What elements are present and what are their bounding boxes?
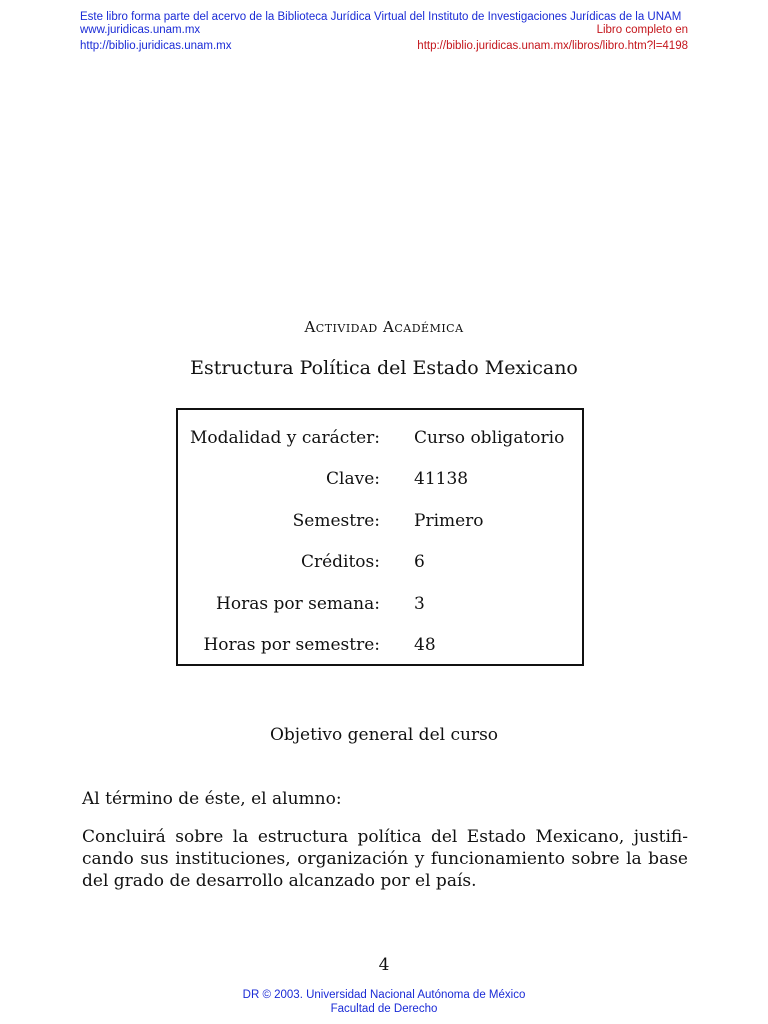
course-info-row — [178, 594, 582, 616]
biblio-link[interactable]: http://biblio.juridicas.unam.mx — [80, 40, 232, 52]
footer-copyright: DR © 2003. Universidad Nacional Autónoma de México — [242, 989, 526, 1001]
objective-line: del grado de desarrollo alcanzado por el país. — [82, 871, 477, 891]
footer-faculty: Facultad de Derecho — [330, 1003, 438, 1015]
objective-line: Concluirá sobre la estructura política del Estado Mexicano, justifi- — [82, 827, 688, 847]
course-info-label: Clave: — [326, 469, 380, 489]
course-info-row — [178, 428, 582, 450]
course-info-row — [178, 552, 582, 574]
course-info-label: Créditos: — [300, 552, 380, 572]
course-info-value: Primero — [414, 511, 484, 531]
site-link[interactable]: www.juridicas.unam.mx — [80, 24, 201, 36]
objective-line: cando sus instituciones, organización y funcionamiento sobre la base — [82, 849, 688, 869]
course-info-value: 3 — [414, 594, 425, 614]
full-book-label: Libro completo en — [596, 24, 688, 36]
course-info-row — [178, 511, 582, 533]
course-info-row — [178, 469, 582, 491]
course-info-value: 6 — [414, 552, 425, 572]
page-number: 4 — [378, 955, 390, 975]
header-notice-text: Este libro forma parte del acervo de la Biblioteca Jurídica Virtual del Instituto de Investigaciones Jurídicas de la UNAM — [80, 11, 682, 23]
course-info-label: Semestre: — [292, 511, 380, 531]
course-info-label: Horas por semana: — [216, 594, 380, 614]
objective-heading: Objetivo general del curso — [269, 725, 499, 745]
course-info-value: 48 — [414, 635, 436, 655]
course-info-label: Horas por semestre: — [203, 635, 380, 655]
course-info-value: 41138 — [414, 469, 469, 489]
course-info-value: Curso obligatorio — [414, 428, 565, 448]
course-info-box — [176, 408, 584, 666]
header-row-3 — [80, 40, 688, 53]
page-title: Estructura Política del Estado Mexicano — [190, 357, 578, 379]
book-link[interactable]: http://biblio.juridicas.unam.mx/libros/libro.htm?l=4198 — [417, 40, 688, 52]
course-info-row — [178, 635, 582, 657]
intro-paragraph: Al término de éste, el alumno: — [82, 789, 342, 809]
header-row-2 — [80, 24, 688, 37]
course-info-label: Modalidad y carácter: — [189, 428, 380, 448]
section-kicker: Actividad Académica — [304, 318, 464, 336]
header-notice — [80, 11, 688, 24]
objective-paragraph — [82, 826, 688, 892]
